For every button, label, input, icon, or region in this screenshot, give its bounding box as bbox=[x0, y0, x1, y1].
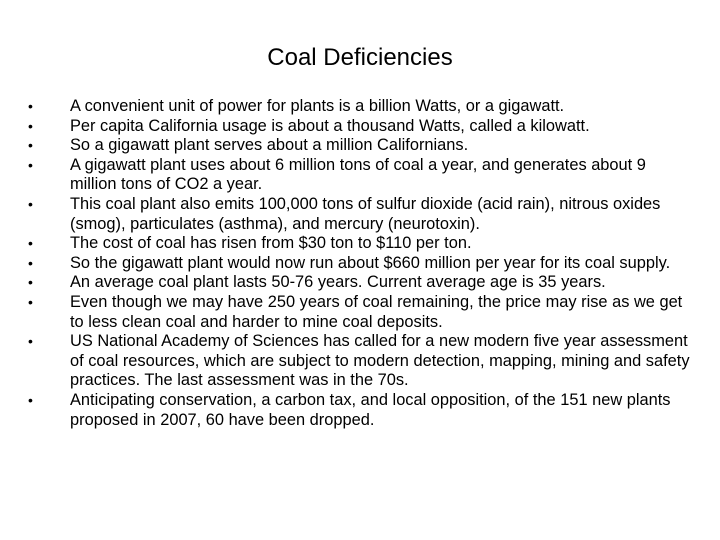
bullet-item bbox=[28, 273, 692, 293]
bullet-text: Anticipating conservation, a carbon tax, and local opposition, of the 151 new plants proposed in 2007, 60 have been dropped. bbox=[70, 390, 671, 429]
bullet-icon: • bbox=[28, 391, 33, 408]
bullet-item bbox=[28, 293, 692, 332]
bullet-icon: • bbox=[28, 137, 33, 154]
bullet-icon: • bbox=[28, 235, 33, 252]
bullet-icon: • bbox=[28, 293, 33, 310]
bullet-list bbox=[28, 97, 692, 430]
bullet-text: Even though we may have 250 years of coal remaining, the price may rise as we get to less clean coal and harder to mine coal deposits. bbox=[70, 292, 683, 331]
bullet-icon: • bbox=[28, 333, 33, 350]
slide-title: Coal Deficiencies bbox=[267, 44, 453, 71]
bullet-item bbox=[28, 391, 692, 430]
bullet-icon: • bbox=[28, 254, 33, 271]
bullet-item bbox=[28, 136, 692, 156]
bullet-text: Per capita California usage is about a thousand Watts, called a kilowatt. bbox=[70, 116, 590, 135]
bullet-text: The cost of coal has risen from $30 ton to $110 per ton. bbox=[70, 234, 472, 253]
bullet-item bbox=[28, 332, 692, 391]
bullet-text: US National Academy of Sciences has called for a new modern five year assessment of coal resources, which are subject to modern detection, mapping, mining and safety practices. The last assessment was in the 70s. bbox=[70, 332, 690, 390]
bullet-item bbox=[28, 234, 692, 254]
bullet-icon: • bbox=[28, 156, 33, 173]
bullet-text: An average coal plant lasts 50-76 years. Current average age is 35 years. bbox=[70, 273, 606, 292]
bullet-item bbox=[28, 254, 692, 274]
bullet-item bbox=[28, 156, 692, 195]
bullet-icon: • bbox=[28, 117, 33, 134]
bullet-text: So the gigawatt plant would now run about $660 million per year for its coal supply. bbox=[70, 253, 671, 272]
bullet-text: A gigawatt plant uses about 6 million tons of coal a year, and generates about 9 million tons of CO2 a year. bbox=[70, 155, 646, 194]
bullet-item bbox=[28, 97, 692, 117]
bullet-icon: • bbox=[28, 195, 33, 212]
bullet-item bbox=[28, 117, 692, 137]
bullet-item bbox=[28, 195, 692, 234]
bullet-text: So a gigawatt plant serves about a million Californians. bbox=[70, 136, 469, 155]
bullet-text: This coal plant also emits 100,000 tons of sulfur dioxide (acid rain), nitrous oxides (smog), particulates (asthma), and mercury (neurotoxin). bbox=[70, 194, 661, 233]
bullet-text: A convenient unit of power for plants is a billion Watts, or a gigawatt. bbox=[70, 97, 565, 115]
bullet-icon: • bbox=[28, 98, 33, 114]
bullet-icon: • bbox=[28, 274, 33, 291]
